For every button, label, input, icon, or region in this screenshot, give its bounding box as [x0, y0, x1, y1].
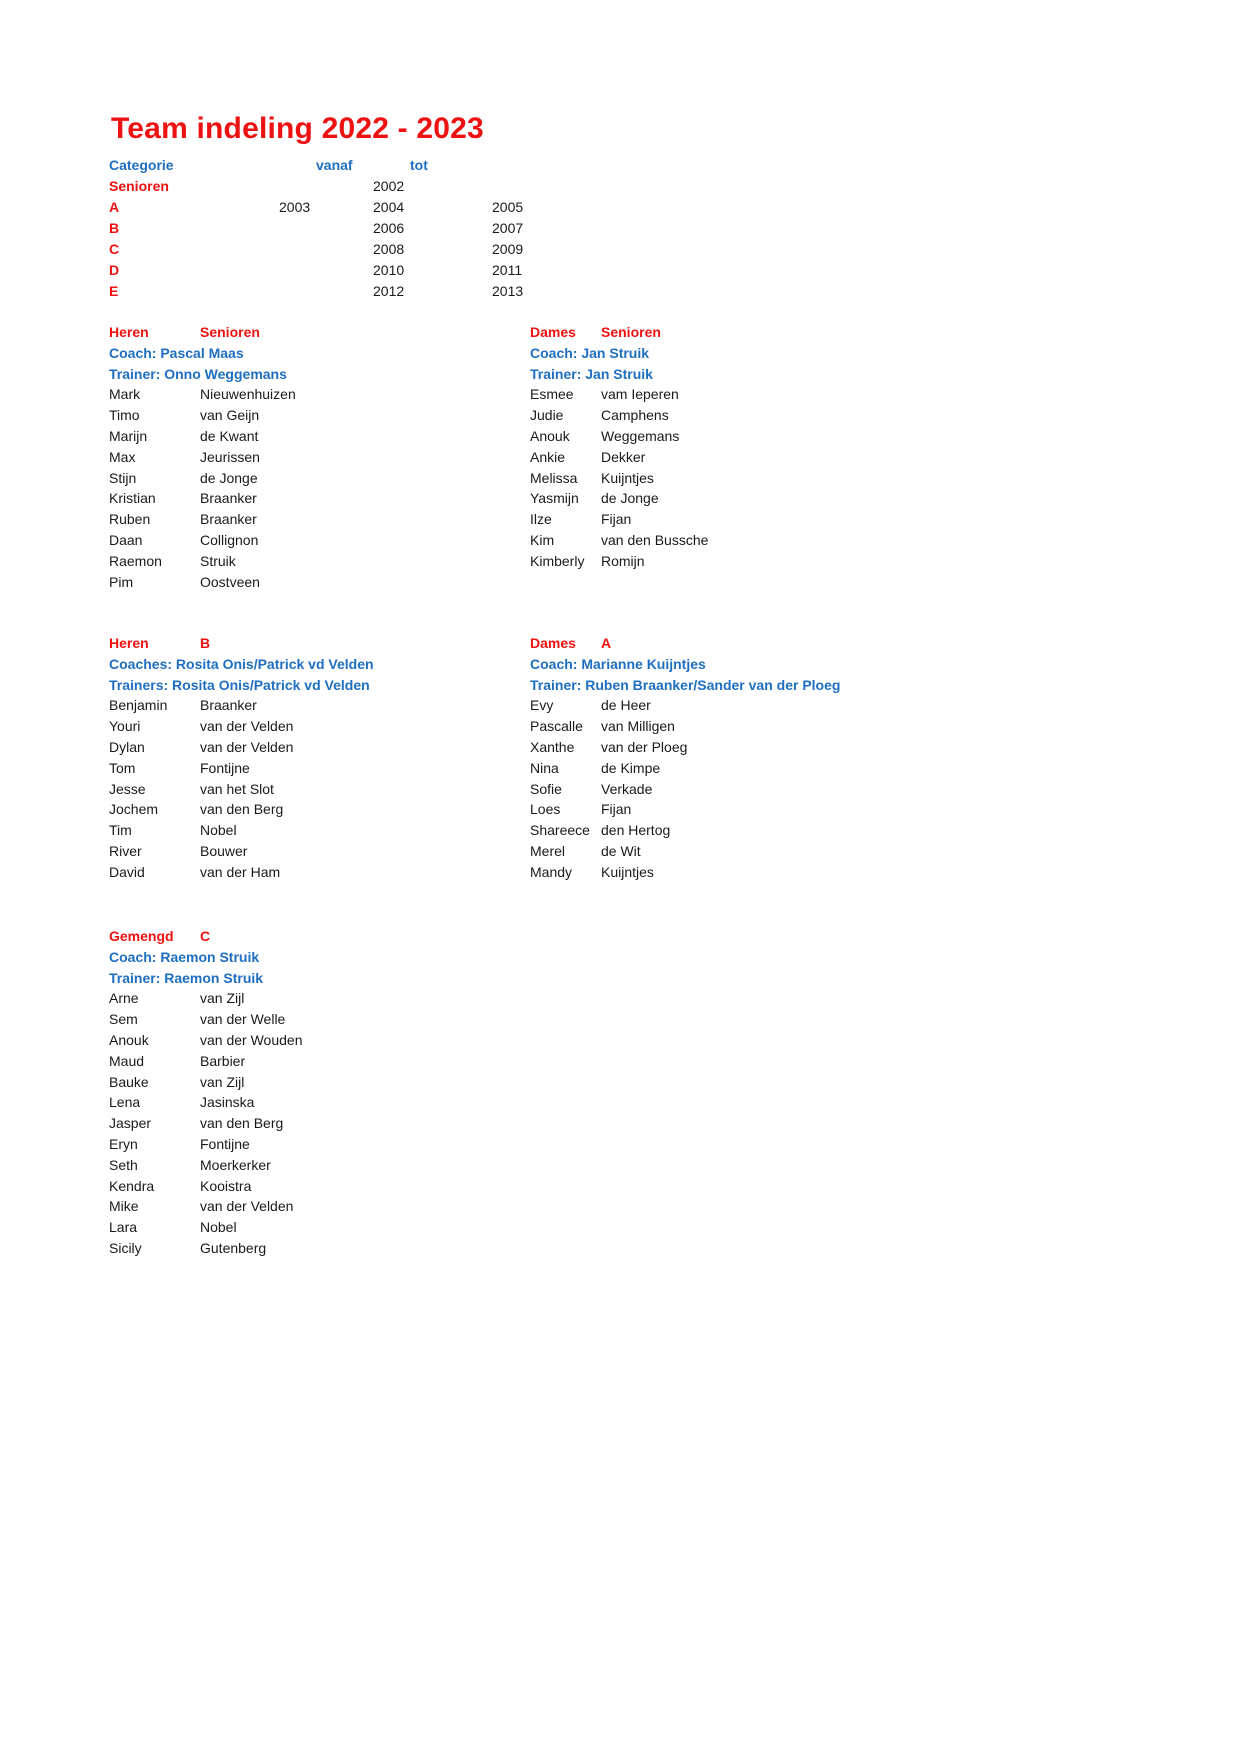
category-label: Senioren [109, 178, 169, 194]
player-last-name: de Heer [601, 697, 651, 714]
player-first-name: Daan [109, 531, 143, 548]
player-first-name: Anouk [109, 1031, 149, 1048]
player-first-name: Merel [530, 842, 566, 859]
player-row [530, 841, 950, 862]
player-first-name: Benjamin [109, 697, 168, 714]
team-gender: Heren [109, 635, 149, 651]
player-row [109, 716, 529, 737]
player-first-name: Tim [109, 822, 132, 839]
player-first-name: Loes [530, 801, 561, 818]
team-category: Senioren [601, 324, 661, 340]
player-row [109, 862, 529, 883]
player-first-name: Timo [109, 407, 140, 424]
player-first-name: Kimberly [530, 552, 585, 569]
player-last-name: Kuijntjes [601, 469, 654, 486]
team-gender: Dames [530, 324, 576, 340]
team-coach: Coach: Pascal Maas [109, 344, 244, 361]
team-category: Senioren [200, 324, 260, 340]
player-row [109, 1217, 529, 1238]
team-gender: Dames [530, 635, 576, 651]
player-row [530, 530, 950, 551]
player-last-name: Struik [200, 552, 236, 569]
team-coach: Coach: Jan Struik [530, 344, 650, 361]
category-tot: 2009 [492, 241, 524, 257]
player-row [109, 405, 529, 426]
player-row [530, 551, 950, 572]
category-tot: 2007 [492, 220, 524, 236]
player-last-name: Nobel [200, 822, 237, 839]
player-first-name: David [109, 863, 145, 880]
player-last-name: Verkade [601, 780, 653, 797]
player-first-name: Jochem [109, 801, 159, 818]
player-first-name: Sicily [109, 1239, 142, 1256]
player-row [530, 820, 950, 841]
player-last-name: van Zijl [200, 1073, 245, 1090]
player-last-name: van den Bussche [601, 531, 709, 548]
player-last-name: Fijan [601, 511, 632, 528]
player-row [530, 405, 950, 426]
category-vanaf: 2004 [373, 199, 405, 215]
player-row [109, 988, 529, 1009]
player-row [109, 1196, 529, 1217]
player-last-name: Kooistra [200, 1177, 252, 1194]
player-last-name: van der Ham [200, 863, 281, 880]
player-first-name: Youri [109, 718, 141, 735]
player-row [109, 737, 529, 758]
player-last-name: Collignon [200, 531, 259, 548]
category-label: C [109, 241, 120, 257]
player-first-name: Marijn [109, 427, 148, 444]
player-row [530, 779, 950, 800]
player-row [109, 799, 529, 820]
player-first-name: Esmee [530, 386, 574, 403]
page-title: Team indeling 2022 - 2023 [111, 112, 484, 145]
player-row [530, 447, 950, 468]
player-last-name: Braanker [200, 511, 257, 528]
player-last-name: Dekker [601, 448, 646, 465]
player-last-name: van der Velden [200, 738, 294, 755]
player-last-name: Kuijntjes [601, 863, 654, 880]
player-first-name: Nina [530, 759, 559, 776]
player-last-name: Fontijne [200, 759, 250, 776]
player-last-name: Nieuwenhuizen [200, 386, 296, 403]
player-last-name: van Zijl [200, 990, 245, 1007]
player-row [530, 758, 950, 779]
team-trainer: Trainer: Jan Struik [530, 365, 653, 382]
player-first-name: Melissa [530, 469, 578, 486]
player-row [530, 737, 950, 758]
player-first-name: Pim [109, 573, 134, 590]
player-last-name: de Wit [601, 842, 641, 859]
tot-header: tot [410, 157, 428, 173]
player-last-name: Braanker [200, 697, 257, 714]
category-vanaf: 2008 [373, 241, 405, 257]
player-first-name: Anouk [530, 427, 570, 444]
player-first-name: Sofie [530, 780, 562, 797]
category-label: D [109, 262, 120, 278]
player-last-name: Barbier [200, 1052, 246, 1069]
category-tot: 2005 [492, 199, 524, 215]
player-last-name: den Hertog [601, 822, 671, 839]
player-row [530, 716, 950, 737]
player-first-name: Max [109, 448, 136, 465]
category-label: B [109, 220, 120, 236]
category-vanaf: 2002 [373, 178, 405, 194]
player-first-name: Mike [109, 1198, 139, 1215]
player-row [109, 1155, 529, 1176]
player-row [109, 468, 529, 489]
player-first-name: Judie [530, 407, 564, 424]
vanaf-header: vanaf [316, 157, 353, 173]
team-gender: Gemengd [109, 928, 174, 944]
player-row [109, 447, 529, 468]
player-first-name: Yasmijn [530, 490, 579, 507]
player-row [530, 799, 950, 820]
player-last-name: van der Welle [200, 1011, 286, 1028]
player-first-name: Seth [109, 1156, 138, 1173]
player-row [530, 695, 950, 716]
player-row [530, 488, 950, 509]
player-last-name: de Jonge [601, 490, 659, 507]
player-first-name: Evy [530, 697, 554, 714]
player-row [530, 426, 950, 447]
player-last-name: de Jonge [200, 469, 258, 486]
player-last-name: van den Berg [200, 1115, 284, 1132]
player-row [109, 488, 529, 509]
player-first-name: Dylan [109, 738, 145, 755]
team-coach: Coaches: Rosita Onis/Patrick vd Velden [109, 655, 374, 672]
player-row [530, 509, 950, 530]
player-row [530, 862, 950, 883]
category-vanaf: 2012 [373, 283, 405, 299]
player-last-name: van Geijn [200, 407, 260, 424]
team-trainer: Trainer: Onno Weggemans [109, 365, 287, 382]
player-first-name: Arne [109, 990, 139, 1007]
team-dames-a [530, 633, 950, 883]
team-dames-senioren [530, 322, 950, 572]
player-row [109, 758, 529, 779]
player-last-name: Romijn [601, 552, 645, 569]
player-first-name: Kristian [109, 490, 156, 507]
team-trainer: Trainer: Raemon Struik [109, 969, 264, 986]
player-last-name: van der Ploeg [601, 738, 688, 755]
player-first-name: Jasper [109, 1115, 152, 1132]
player-first-name: Shareece [530, 822, 590, 839]
player-first-name: Tom [109, 759, 136, 776]
player-last-name: van der Velden [200, 718, 294, 735]
category-tot: 2011 [492, 262, 523, 278]
player-first-name: Kim [530, 531, 555, 548]
player-row [109, 1051, 529, 1072]
player-first-name: Jesse [109, 780, 146, 797]
player-row [109, 1009, 529, 1030]
player-last-name: Oostveen [200, 573, 260, 590]
player-row [109, 1030, 529, 1051]
player-first-name: Ruben [109, 511, 151, 528]
player-last-name: Camphens [601, 407, 669, 424]
player-row [109, 1238, 529, 1259]
player-last-name: van den Berg [200, 801, 284, 818]
player-first-name: Pascalle [530, 718, 583, 735]
player-first-name: Sem [109, 1011, 138, 1028]
player-row [530, 384, 950, 405]
player-last-name: Moerkerker [200, 1156, 271, 1173]
category-vanaf: 2006 [373, 220, 405, 236]
team-trainer: Trainer: Ruben Braanker/Sander van der Ploeg [530, 676, 841, 693]
player-row [109, 1176, 529, 1197]
team-category: B [200, 635, 211, 651]
team-coach: Coach: Marianne Kuijntjes [530, 655, 706, 672]
player-row [109, 1134, 529, 1155]
team-trainer: Trainers: Rosita Onis/Patrick vd Velden [109, 676, 370, 693]
player-last-name: Braanker [200, 490, 257, 507]
player-row [109, 551, 529, 572]
player-first-name: Kendra [109, 1177, 155, 1194]
player-first-name: Lena [109, 1094, 141, 1111]
player-last-name: vam Ieperen [601, 386, 679, 403]
player-row [530, 468, 950, 489]
team-category: C [200, 928, 211, 944]
player-row [109, 820, 529, 841]
player-last-name: Fijan [601, 801, 632, 818]
player-first-name: Raemon [109, 552, 162, 569]
player-row [109, 384, 529, 405]
team-gender: Heren [109, 324, 149, 340]
player-first-name: Maud [109, 1052, 145, 1069]
player-row [109, 1092, 529, 1113]
team-coach: Coach: Raemon Struik [109, 948, 260, 965]
category-label: A [109, 199, 120, 215]
category-header: Categorie [109, 157, 174, 173]
player-row [109, 572, 529, 593]
player-last-name: Weggemans [601, 427, 680, 444]
player-row [109, 530, 529, 551]
player-row [109, 1072, 529, 1093]
player-last-name: Bouwer [200, 842, 248, 859]
player-row [109, 779, 529, 800]
team-heren-b [109, 633, 529, 883]
player-row [109, 1113, 529, 1134]
player-row [109, 841, 529, 862]
player-row [109, 509, 529, 530]
player-row [109, 426, 529, 447]
player-first-name: Mandy [530, 863, 573, 880]
player-first-name: Stijn [109, 469, 137, 486]
player-first-name: Mark [109, 386, 141, 403]
category-tot: 2013 [492, 283, 524, 299]
team-category: A [601, 635, 612, 651]
category-label: E [109, 283, 119, 299]
player-last-name: Jasinska [200, 1094, 255, 1111]
player-first-name: Lara [109, 1219, 138, 1236]
player-first-name: Ilze [530, 511, 552, 528]
player-last-name: de Kimpe [601, 759, 661, 776]
player-last-name: Fontijne [200, 1135, 250, 1152]
player-first-name: Ankie [530, 448, 566, 465]
team-heren-senioren [109, 322, 529, 592]
player-first-name: Xanthe [530, 738, 575, 755]
player-first-name: River [109, 842, 142, 859]
player-row [109, 695, 529, 716]
category-vanaf: 2010 [373, 262, 405, 278]
player-last-name: Nobel [200, 1219, 237, 1236]
player-last-name: van der Wouden [200, 1031, 303, 1048]
player-last-name: Jeurissen [200, 448, 260, 465]
player-last-name: van Milligen [601, 718, 675, 735]
player-last-name: de Kwant [200, 427, 259, 444]
player-last-name: Gutenberg [200, 1239, 267, 1256]
player-last-name: van der Velden [200, 1198, 294, 1215]
category-extra: 2003 [279, 199, 311, 215]
player-first-name: Bauke [109, 1073, 149, 1090]
player-first-name: Eryn [109, 1135, 138, 1152]
player-last-name: van het Slot [200, 780, 274, 797]
team-gemengd-c [109, 926, 529, 1259]
